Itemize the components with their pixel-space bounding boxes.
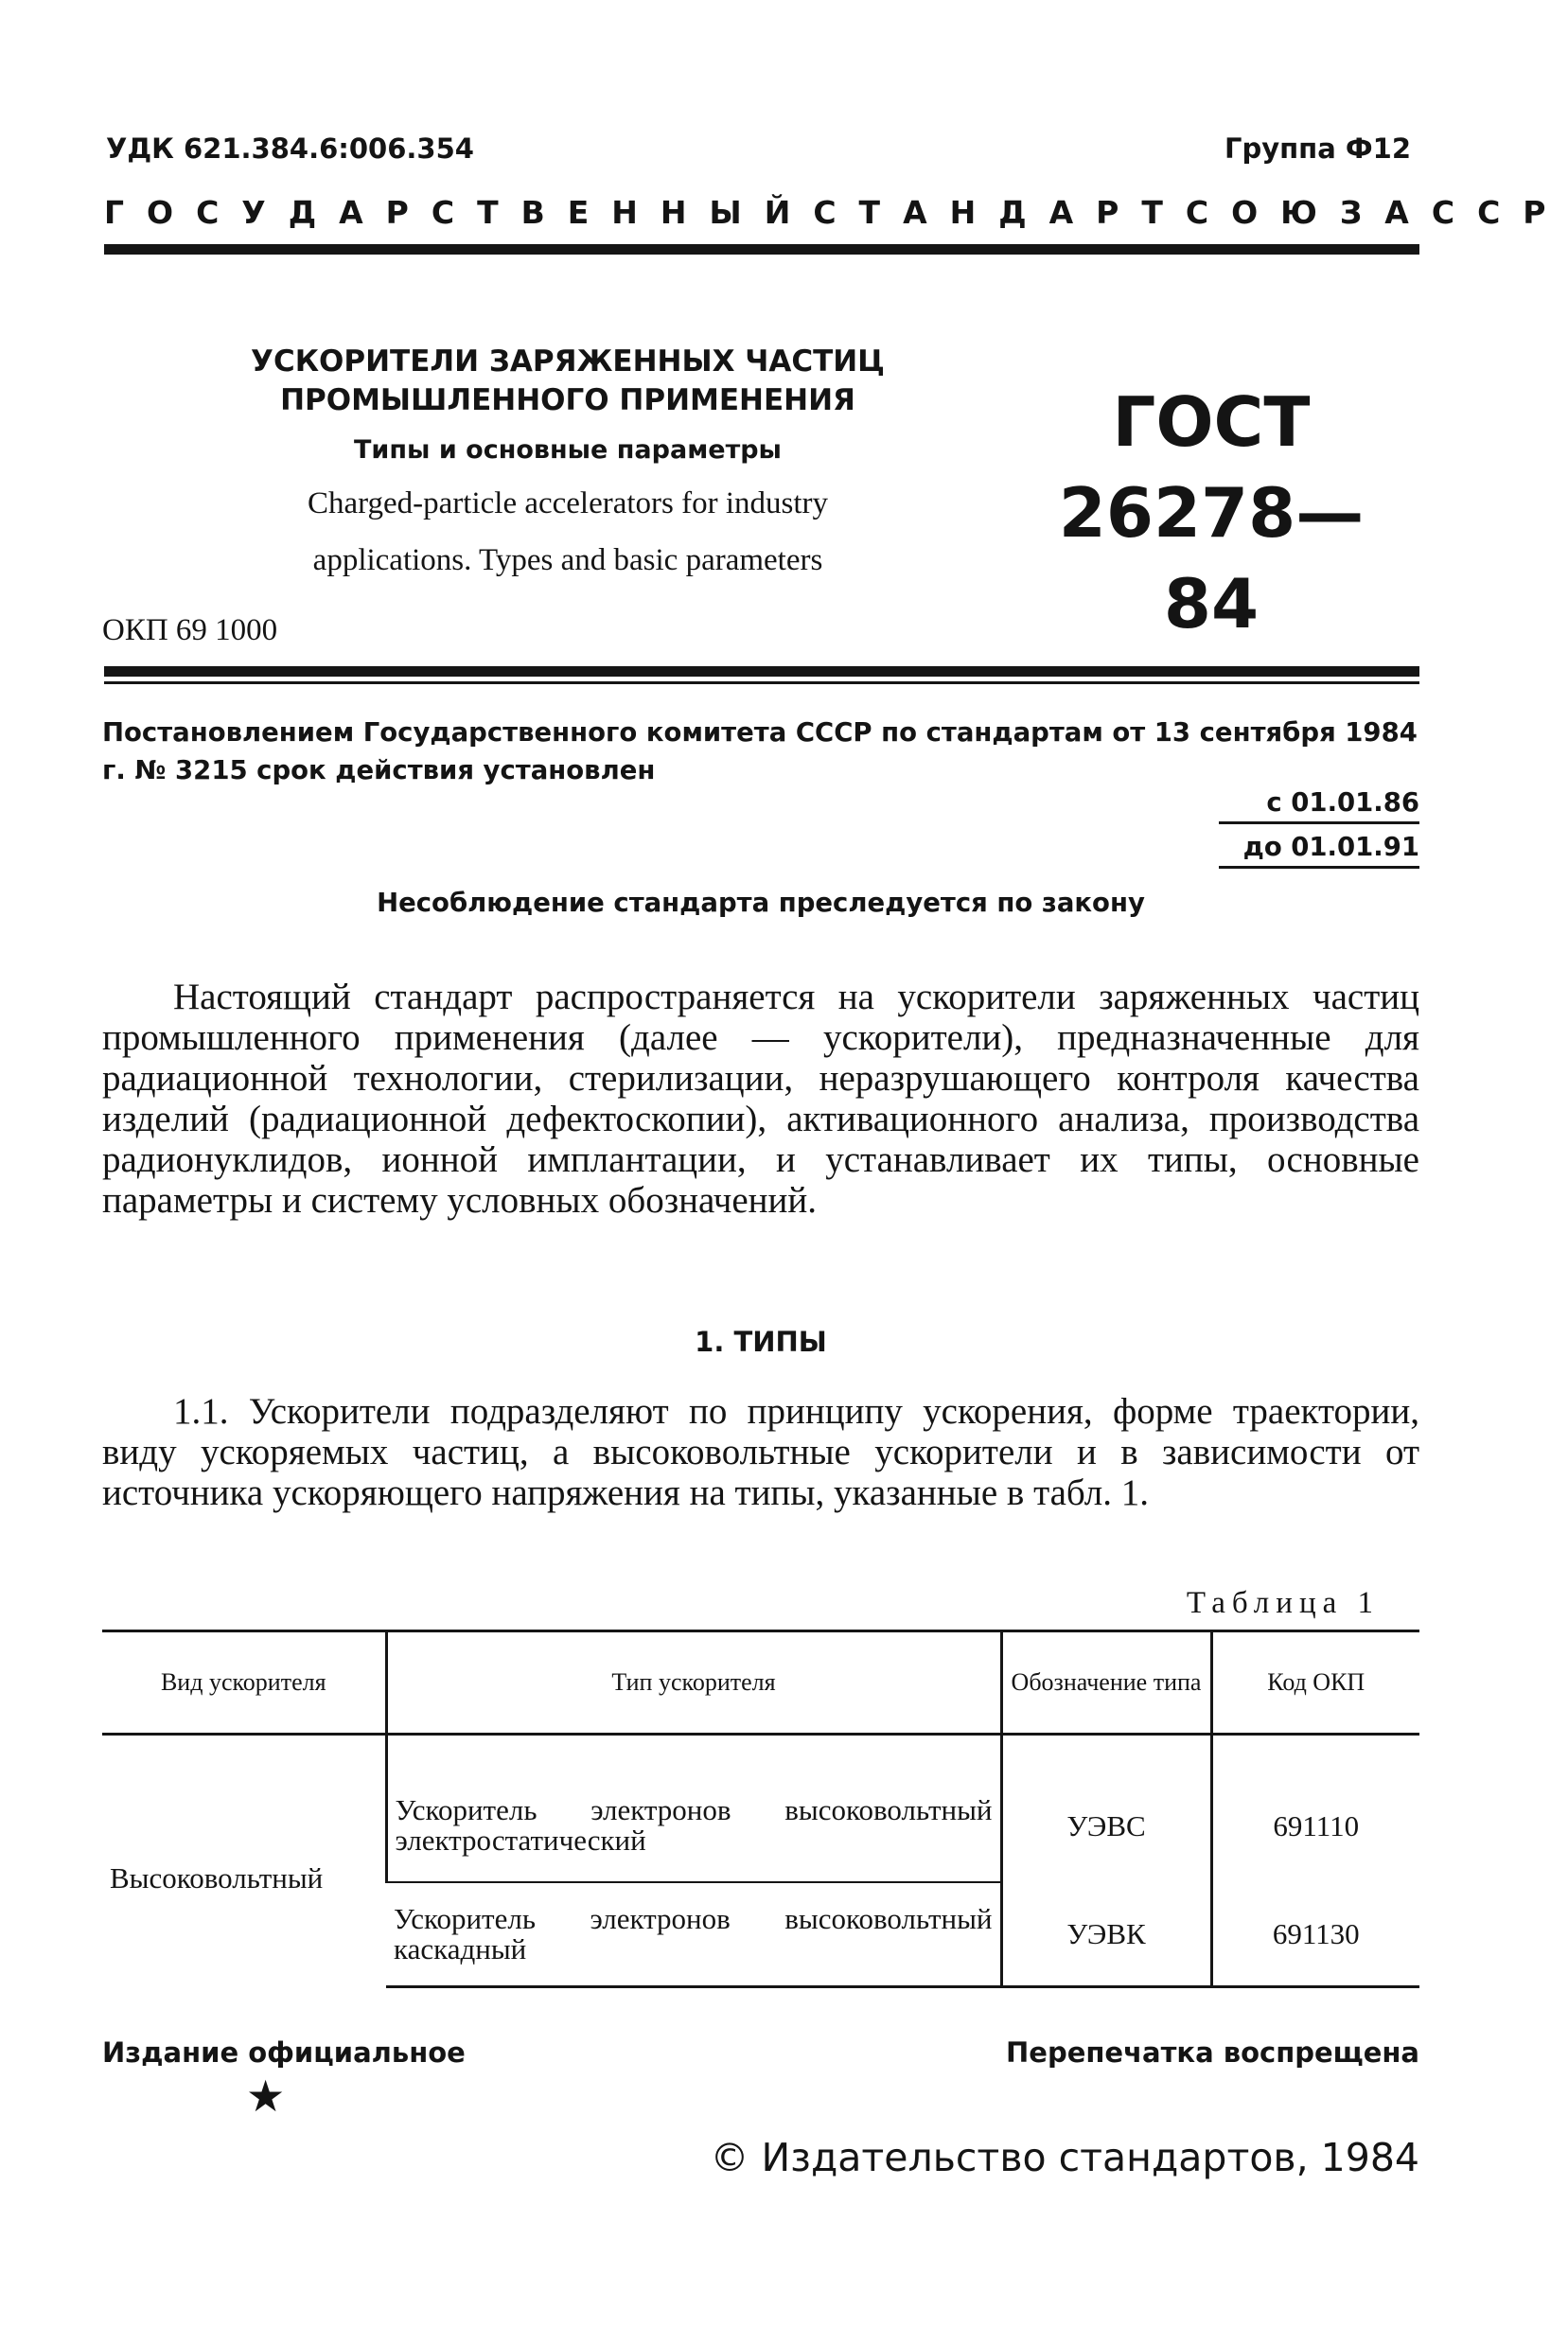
valid-to: до 01.01.91	[1219, 830, 1419, 869]
section-title: 1. ТИПЫ	[695, 1326, 827, 1358]
header-kind: Вид ускорителя	[102, 1631, 386, 1735]
header-rule	[104, 244, 1419, 255]
designation-cell: УЭВК	[1001, 1882, 1211, 1987]
table-row	[102, 1735, 1419, 1883]
type-cell: Ускоритель электронов высоковольтный каскадный	[386, 1882, 1001, 1987]
kind-cell	[102, 1735, 386, 1987]
code-cell: 691110	[1211, 1735, 1419, 1883]
type-cell: Ускоритель электронов высоковольтный электростатический	[386, 1735, 1001, 1883]
kind-value: Высоковольтный	[110, 1860, 324, 1895]
banner-word: СОЮЗА	[1185, 194, 1432, 231]
english-title-line-2: applications. Types and basic parameters	[312, 543, 823, 577]
validity-dates	[1219, 785, 1419, 869]
gost-label: ГОСТ	[1112, 382, 1311, 462]
decree-text: Постановлением Государственного комитета СССР по стандартам от 13 сентября 1984 г. № 3215 срок действия установлен	[102, 717, 1418, 785]
intro-paragraph	[102, 977, 1419, 1221]
official-edition: Издание официальное	[102, 2036, 466, 2069]
english-title-line-1: Charged-particle accelerators for industry	[307, 486, 829, 520]
table-caption: Таблица 1	[1186, 1586, 1380, 1620]
types-table	[102, 1630, 1419, 1988]
banner-word: ГОСУДАРСТВЕННЫЙ	[104, 194, 814, 231]
valid-from: с 01.01.86	[1219, 785, 1419, 824]
section1-paragraph	[102, 1391, 1419, 1513]
designation-cell: УЭВС	[1001, 1735, 1211, 1883]
header-designation: Обозначение типа	[1001, 1631, 1211, 1735]
banner-word: ССР	[1431, 194, 1568, 231]
gost-number: 26278—84	[1058, 473, 1365, 643]
header-type: Тип ускорителя	[386, 1631, 1001, 1735]
code-cell: 691130	[1211, 1882, 1419, 1987]
title-line-2: ПРОМЫШЛЕННОГО ПРИМЕНЕНИЯ	[280, 383, 855, 417]
gost-designation	[1031, 377, 1391, 649]
banner-word: СТАНДАРТ	[813, 194, 1186, 231]
title-rule-thin	[104, 681, 1419, 684]
intro-text: Настоящий стандарт распространяется на ускорители заряженных частиц промышленного применения (далее — ускорители), предназначенные для радиационной технологии, стерилизации, неразрушающего контроля качества изделий (радиационной дефектоскопии), активационного анализа, производства радионуклидов, ионной имплантации, и устанавливает их типы, основные параметры и систему условных обозначений.	[102, 977, 1419, 1221]
subtitle: Типы и основные параметры	[354, 435, 782, 465]
state-standard-banner	[104, 194, 1568, 231]
star-icon: ★	[246, 2072, 286, 2121]
table-header-row	[102, 1631, 1419, 1735]
group-code: Группа Ф12	[1224, 132, 1411, 165]
title-line-1: УСКОРИТЕЛИ ЗАРЯЖЕННЫХ ЧАСТИЦ	[251, 344, 885, 379]
title-block	[218, 343, 918, 578]
title-rule-thick	[104, 666, 1419, 677]
udk-code: УДК 621.384.6:006.354	[106, 132, 474, 165]
section1-text: 1.1. Ускорители подразделяют по принципу ускорения, форме траектории, виду ускоряемых частиц, а высоковольтные ускорители и в зависимости от источника ускоряющего напряжения на типы, указанные в табл. 1.	[102, 1391, 1419, 1513]
legal-warning: Несоблюдение стандарта преследуется по закону	[377, 888, 1145, 918]
header-code: Код ОКП	[1211, 1631, 1419, 1735]
copyright: © Издательство стандартов, 1984	[710, 2135, 1419, 2180]
okp-code: ОКП 69 1000	[102, 613, 278, 647]
reprint-notice: Перепечатка воспрещена	[1006, 2036, 1419, 2069]
